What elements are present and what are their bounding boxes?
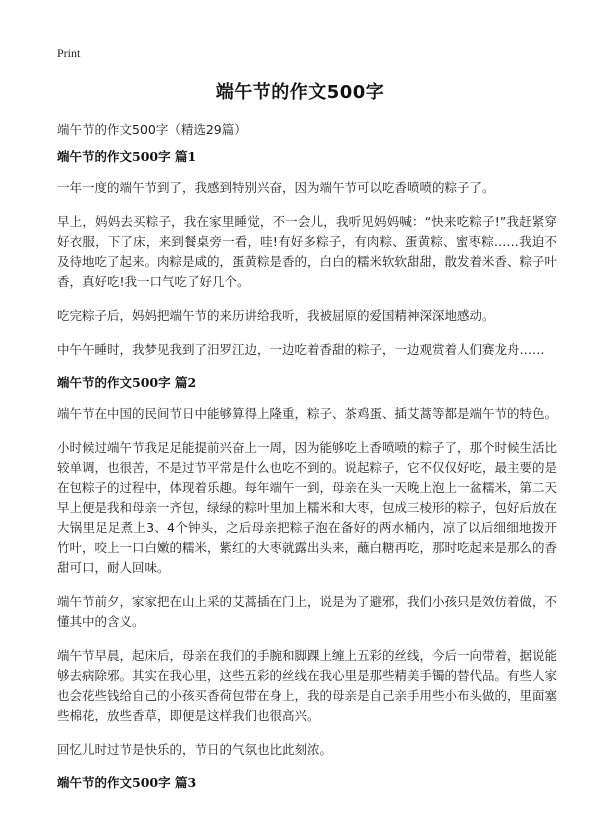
essay-section — [57, 148, 557, 360]
essay-section — [57, 774, 557, 792]
document-subtitle: 端午节的作文500字（精选29篇） — [57, 122, 247, 137]
document-title: 端午节的作文500字 — [215, 82, 385, 103]
paragraph: 中午午睡时，我梦见我到了汨罗江边，一边吃着香甜的粽子，一边观赏着人们赛龙舟…… — [57, 342, 545, 357]
paragraph: 早上，妈妈去买粽子，我在家里睡觉，不一会儿，我听见妈妈喊：“快来吃粽子!”我赶紧穿好衣服，下了床，来到餐桌旁一看，哇!有好多粽子，有肉粽、蛋黄粽、蜜枣粽……我迫不及待地吃了起来。肉粽是咸的，蛋黄粽是香的，白白的糯米软软甜甜，散发着米香、粽子叶香，真好吃!我一口气吃了好几个。 — [57, 214, 558, 289]
paragraph: 吃完粽子后，妈妈把端午节的来历讲给我听，我被屈原的爱国精神深深地感动。 — [57, 308, 495, 323]
section-heading: 端午节的作文500字 篇2 — [57, 375, 197, 390]
paragraph: 一年一度的端午节到了，我感到特别兴奋，因为端午节可以吃香喷喷的粽子了。 — [57, 180, 495, 195]
paragraph: 小时候过端午节我足足能提前兴奋上一周，因为能够吃上香喷喷的粽子了，那个时候生活比较单调，也很苦，不是过节平常是什么也吃不到的。说起粽子，它不仅仅好吃，最主要的是在包粽子的过程中，体现着乐趣。每年端午一到，母亲在头一天晚上泡上一盆糯米，第二天早上便是我和母亲一齐包，绿绿的粽叶里加上糯米和大枣，包成三棱形的粽子，包好后放在大锅里足足煮上3、4个钟头，之后母亲把粽子泡在备好的两水桶内，凉了以后细细地拨开竹叶，咬上一口白嫩的糯米，紫红的大枣就露出头来，蘸白糖再吃，那时吃起来是那么的香甜可口，耐人回味。 — [57, 440, 558, 575]
article-body — [57, 148, 557, 804]
essay-section — [57, 374, 557, 760]
paragraph: 端午节前夕，家家把在山上采的艾蒿插在门上，说是为了避邪，我们小孩只是效仿着做，不懂其中的含义。 — [57, 594, 558, 629]
paragraph: 回忆儿时过节是快乐的，节日的气氛也比此刻浓。 — [57, 742, 333, 757]
paragraph: 端午节在中国的民间节日中能够算得上隆重，粽子、茶鸡蛋、插艾蒿等都是端午节的特色。 — [57, 406, 558, 421]
section-heading: 端午节的作文500字 篇3 — [57, 775, 197, 790]
paragraph: 端午节早晨，起床后，母亲在我们的手腕和脚踝上缠上五彩的丝线，今后一向带着，据说能够去病除邪。其实在我心里，这些五彩的丝线在我心里是那些精美手镯的替代品。有些人家也会花些钱给自己的小孩买香荷包带在身上，我的母亲是自己亲手用些小布头做的，里面塞些棉花，放些香草，即便是这样我们也很高兴。 — [57, 648, 558, 723]
print-link[interactable]: Print — [57, 46, 81, 60]
section-heading: 端午节的作文500字 篇1 — [57, 149, 197, 164]
